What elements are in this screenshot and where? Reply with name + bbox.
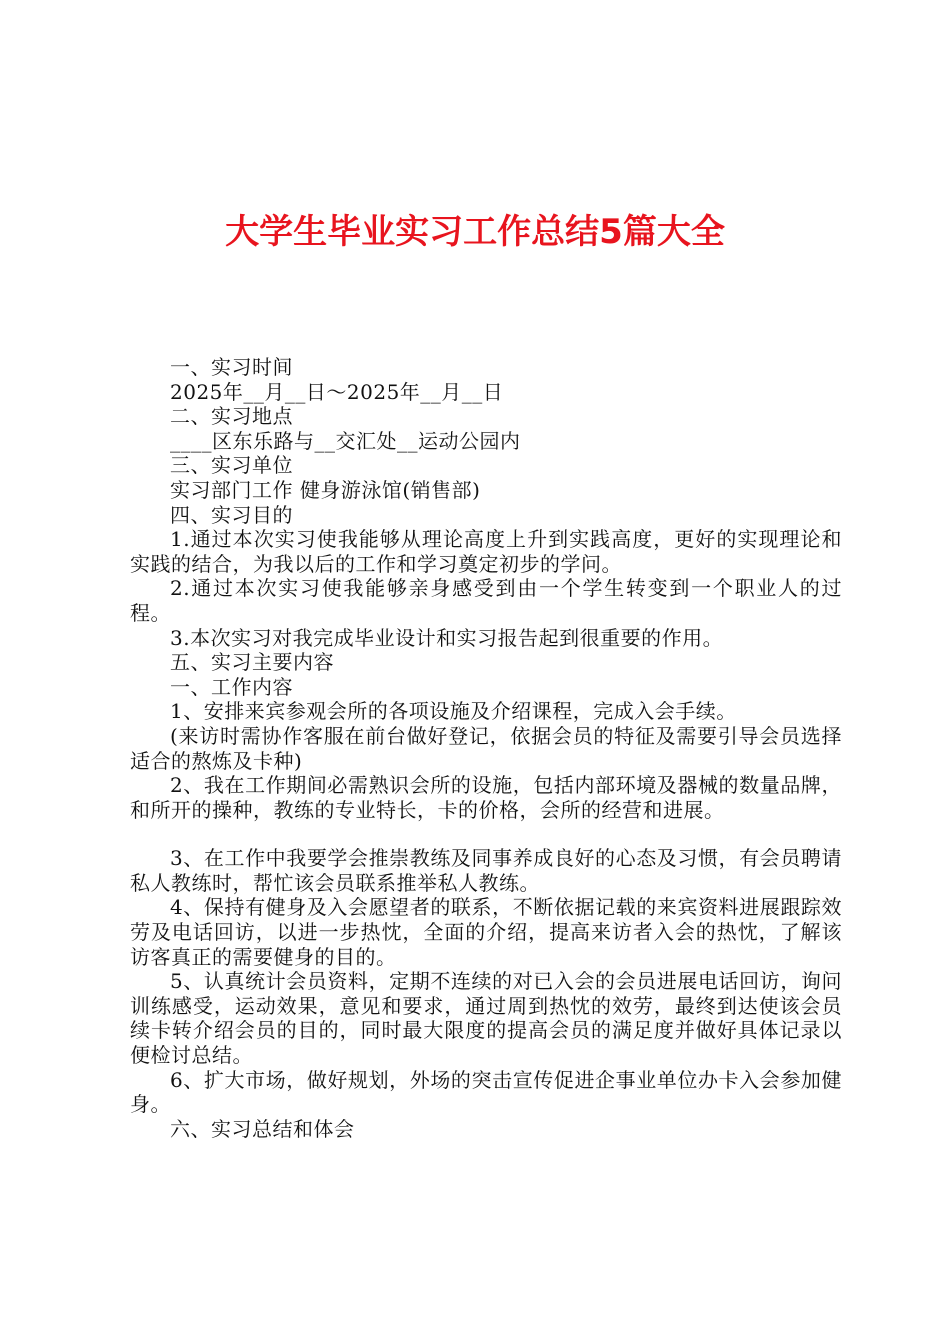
section-heading-content: 五、实习主要内容 bbox=[170, 650, 334, 675]
paragraph-work-1-note: (来访时需协作客服在前台做好登记，依据会员的特征及需要引导会员选择适合的熬炼及卡种) bbox=[130, 723, 842, 773]
paragraph-work-6: 6、扩大市场，做好规划，外场的突击宣传促进企事业单位办卡入会参加健身。 bbox=[130, 1067, 842, 1117]
paragraph-work-3: 3、在工作中我要学会推崇教练及同事养成良好的心态及习惯，有会员聘请私人教练时，帮忙该会员联系推举私人教练。 bbox=[130, 846, 842, 895]
section-heading-location: 二、实习地点 bbox=[170, 404, 293, 429]
paragraph-work-1: 1、安排来宾参观会所的各项设施及介绍课程，完成入会手续。 bbox=[170, 699, 737, 724]
section-heading-unit: 三、实习单位 bbox=[170, 453, 293, 478]
paragraph-work-4: 4、保持有健身及入会愿望者的联系，不断依据记载的来宾资料进展跟踪效劳及电话回访，以进一步热忱，全面的介绍，提高来访者入会的热忱，了解该访客真正的需要健身的目的。 bbox=[130, 895, 842, 969]
paragraph-work-2: 2、我在工作期间必需熟识会所的设施，包括内部环境及器械的数量品牌，和所开的操种，教练的专业特长，卡的价格，会所的经营和进展。 bbox=[130, 773, 842, 822]
paragraph-purpose-1: 1.通过本次实习使我能够从理论高度上升到实践高度，更好的实现理论和实践的结合，为我以后的工作和学习奠定初步的学问。 bbox=[130, 527, 842, 576]
paragraph-unit: 实习部门工作 健身游泳馆(销售部) bbox=[170, 477, 481, 502]
paragraph-time-range: 2025年__月__日～2025年__月__日 bbox=[170, 379, 504, 404]
document-body bbox=[130, 355, 842, 1141]
document-title: 大学生毕业实习工作总结5篇大全 bbox=[225, 212, 725, 252]
section-heading-purpose: 四、实习目的 bbox=[170, 502, 293, 527]
paragraph-purpose-3: 3.本次实习对我完成毕业设计和实习报告起到很重要的作用。 bbox=[170, 625, 724, 650]
section-heading-summary: 六、实习总结和体会 bbox=[170, 1116, 355, 1141]
subheading-work-content: 一、工作内容 bbox=[170, 674, 293, 699]
section-heading-time: 一、实习时间 bbox=[170, 355, 293, 379]
paragraph-work-5: 5、认真统计会员资料，定期不连续的对已入会的会员进展电话回访，询问训练感受，运动效果，意见和要求，通过周到热忱的效劳，最终到达使该会员续卡转介绍会员的目的，同时最大限度的提高会员的满足度并做好具体记录以便检讨总结。 bbox=[130, 969, 842, 1068]
paragraph-purpose-2: 2.通过本次实习使我能够亲身感受到由一个学生转变到一个职业人的过程。 bbox=[130, 576, 842, 625]
paragraph-location: ____区东乐路与__交汇处__运动公园内 bbox=[170, 428, 521, 453]
